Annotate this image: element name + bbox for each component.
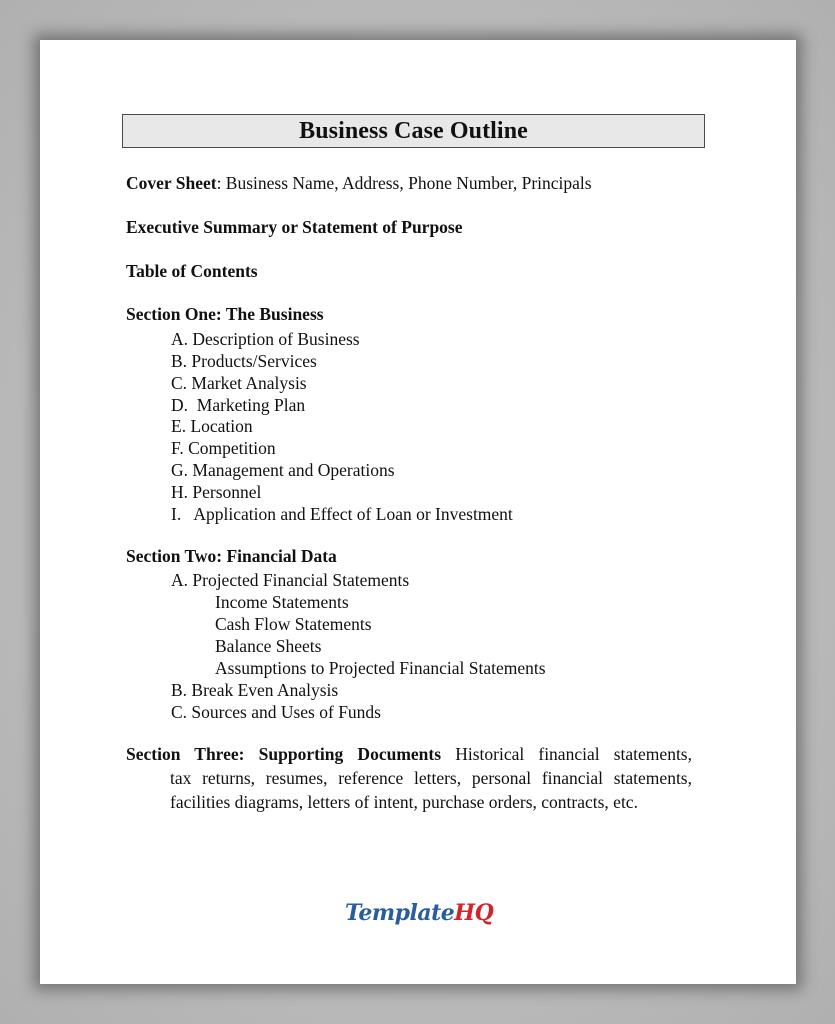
section-one-item: E. Location — [171, 416, 253, 436]
document-title: Business Case Outline — [299, 117, 528, 144]
section-one-item: G. Management and Operations — [171, 460, 395, 480]
section-two-sub-item: Income Statements — [215, 592, 349, 612]
section-three-heading: Section Three: Supporting Documents — [126, 744, 442, 764]
cover-sheet-text: : Business Name, Address, Phone Number, Principals — [216, 173, 592, 193]
section-one-item: A. Description of Business — [171, 329, 360, 349]
title-box — [122, 114, 705, 148]
section-three-text-line1: Historical financial statements, — [441, 744, 692, 764]
section-two-sub-item: Balance Sheets — [215, 636, 322, 656]
section-two-sub-item: Cash Flow Statements — [215, 614, 372, 634]
section-one-item: H. Personnel — [171, 482, 262, 502]
section-one-heading: Section One: The Business — [126, 304, 324, 324]
cover-sheet-label: Cover Sheet — [126, 173, 217, 193]
templatehq-logo — [345, 900, 493, 926]
executive-summary-heading: Executive Summary or Statement of Purpose — [126, 217, 463, 237]
section-one-item: B. Products/Services — [171, 351, 317, 371]
section-two-item-c: C. Sources and Uses of Funds — [171, 702, 381, 722]
section-three-paragraph — [126, 742, 692, 814]
logo-part-template: Template — [345, 900, 455, 926]
section-two-sub-item: Assumptions to Projected Financial Statements — [215, 658, 546, 678]
section-two-heading: Section Two: Financial Data — [126, 546, 337, 566]
cover-sheet-line — [126, 172, 592, 194]
section-two-item-b: B. Break Even Analysis — [171, 680, 339, 700]
logo-part-hq: HQ — [454, 900, 494, 926]
section-one-item: D. Marketing Plan — [171, 395, 306, 415]
document-page — [40, 40, 796, 984]
table-of-contents-heading: Table of Contents — [126, 261, 258, 281]
section-two-item-a: A. Projected Financial Statements — [171, 570, 410, 590]
section-one-item: I. Application and Effect of Loan or Investment — [171, 504, 513, 524]
section-one-item: F. Competition — [171, 438, 276, 458]
section-one-item: C. Market Analysis — [171, 373, 307, 393]
section-three-text-rest: tax returns, resumes, reference letters, personal financial statements, facilities diagrams, letters of intent, purchase orders, contracts, etc. — [170, 768, 692, 812]
